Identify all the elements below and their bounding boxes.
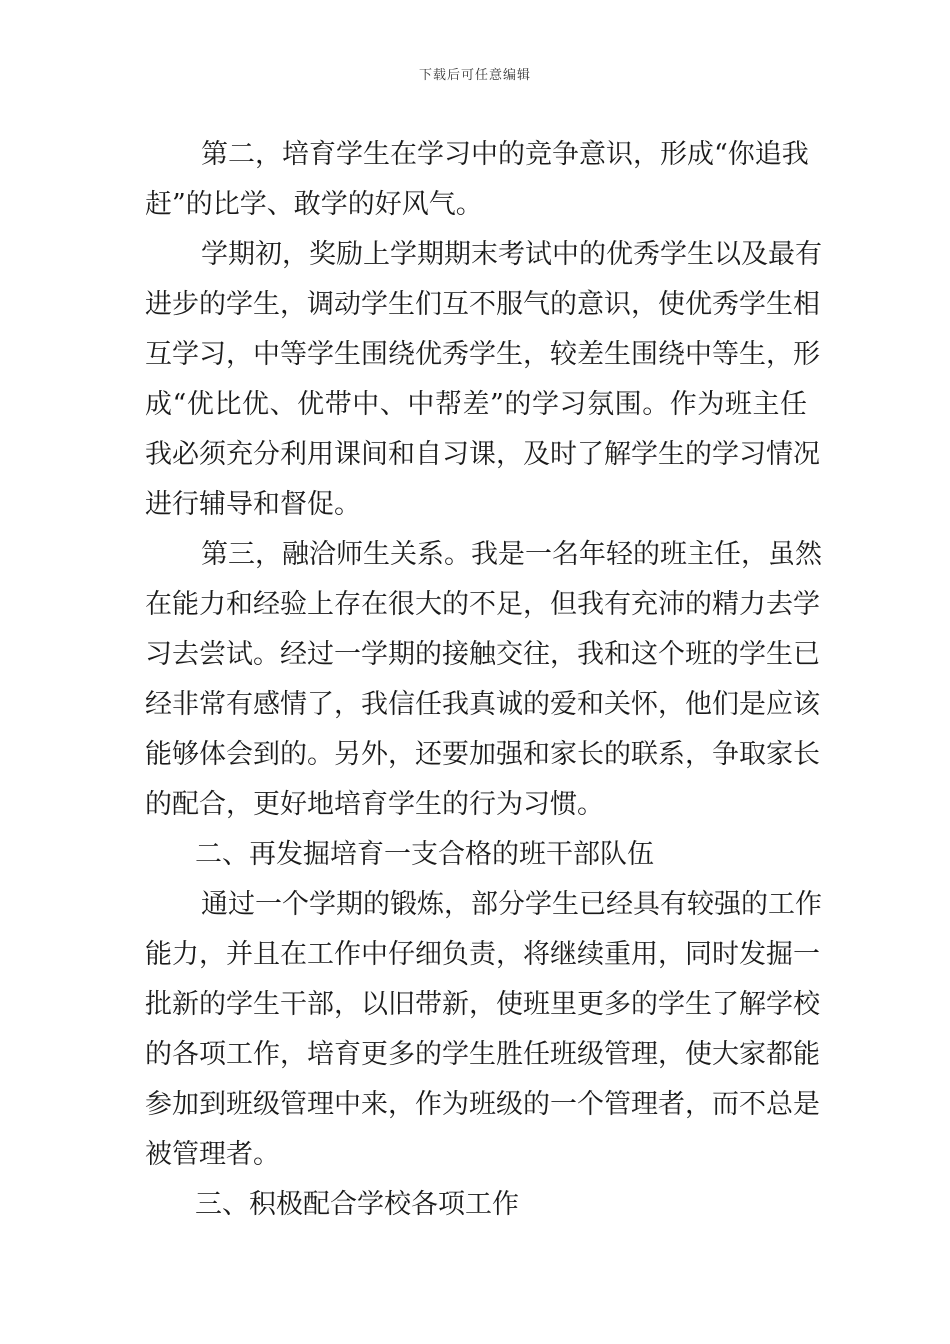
section-heading: 三、积极配合学校各项工作 [195, 1189, 519, 1220]
text-line: 进行辅导和督促。 [145, 489, 361, 520]
text-line: 第三，融洽师生关系。我是一名年轻的班主任，虽然 [201, 539, 822, 570]
text-line: 习去尝试。经过一学期的接触交往，我和这个班的学生已 [145, 639, 820, 670]
text-line: 批新的学生干部，以旧带新，使班里更多的学生了解学校 [145, 989, 820, 1020]
text-line: 我必须充分利用课间和自习课，及时了解学生的学习情况 [145, 439, 820, 470]
text-line: 第二，培育学生在学习中的竞争意识，形成“你追我 [201, 139, 809, 170]
text-line: 能力，并且在工作中仔细负责，将继续重用，同时发掘一 [145, 939, 820, 970]
text-line: 的各项工作，培育更多的学生胜任班级管理，使大家都能 [145, 1039, 820, 1070]
document-body [145, 130, 822, 1230]
text-line: 被管理者。 [145, 1139, 280, 1170]
section-heading: 二、再发掘培育一支合格的班干部队伍 [195, 839, 654, 870]
text-line: 赶”的比学、敢学的好风气。 [145, 189, 483, 220]
text-line: 经非常有感情了，我信任我真诚的爱和关怀，他们是应该 [145, 689, 820, 720]
text-line: 参加到班级管理中来，作为班级的一个管理者，而不总是 [145, 1089, 820, 1120]
text-line: 在能力和经验上存在很大的不足，但我有充沛的精力去学 [145, 589, 820, 620]
text-line: 通过一个学期的锻炼，部分学生已经具有较强的工作 [201, 889, 822, 920]
text-line: 互学习，中等学生围绕优秀学生，较差生围绕中等生，形 [145, 339, 820, 370]
text-line: 学期初，奖励上学期期末考试中的优秀学生以及最有 [201, 239, 822, 270]
text-line: 能够体会到的。另外，还要加强和家长的联系，争取家长 [145, 739, 820, 770]
text-line: 进步的学生，调动学生们互不服气的意识，使优秀学生相 [145, 289, 820, 320]
text-line: 成“优比优、优带中、中帮差”的学习氛围。作为班主任 [145, 389, 807, 420]
page-header: 下载后可任意编辑 [418, 68, 531, 83]
text-line: 的配合，更好地培育学生的行为习惯。 [145, 789, 604, 820]
